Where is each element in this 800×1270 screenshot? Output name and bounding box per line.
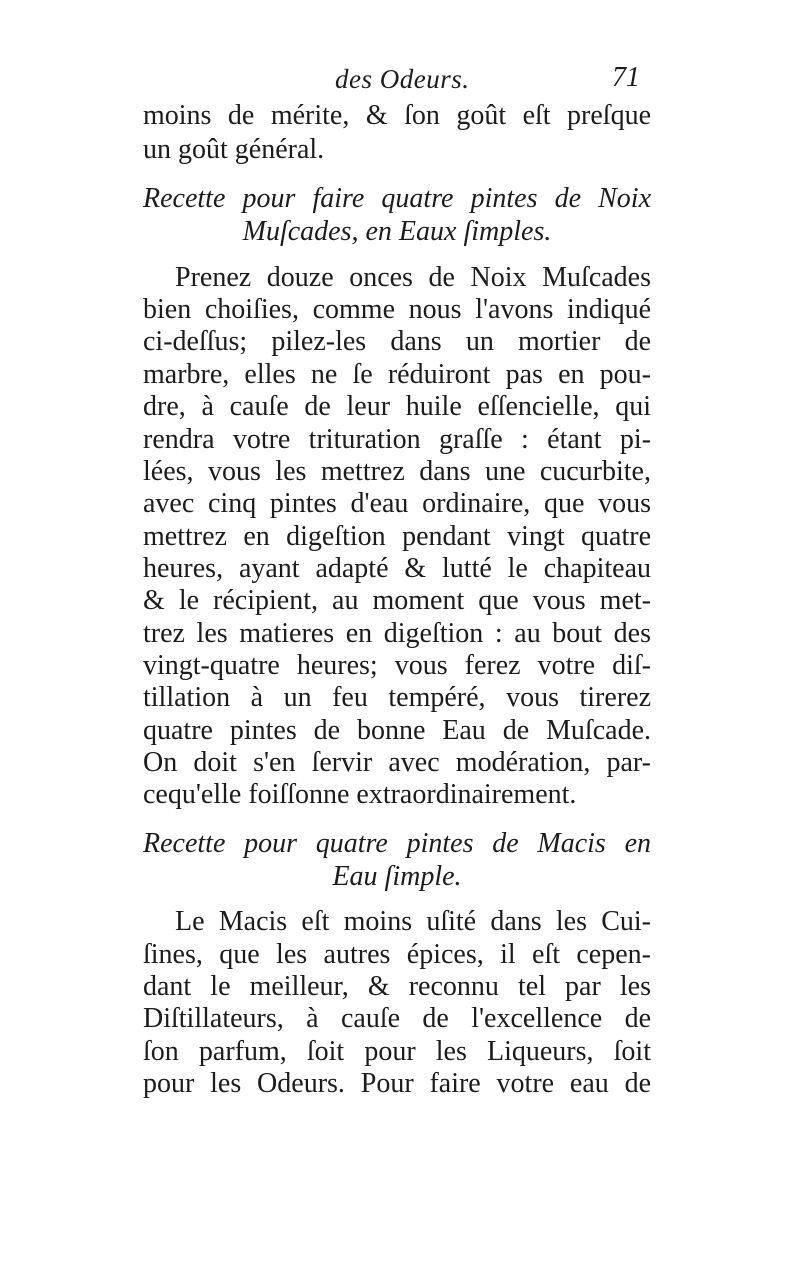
text-line: lées, vous les mettrez dans une cucurbite, — [143, 456, 651, 487]
text-line: ſines, que les autres épices, il eſt cepen- — [143, 939, 651, 970]
text-line: pour les Odeurs. Pour faire votre eau de — [143, 1068, 651, 1099]
recipe-heading: Eau ſimple. — [332, 861, 462, 892]
text-line: mettrez en digeſtion pendant vingt quatre — [143, 521, 651, 552]
text-line: dre, à cauſe de leur huile eſſencielle, qui — [143, 391, 651, 422]
text-line: Prenez douze onces de Noix Muſcades — [175, 262, 651, 293]
text-line: dant le meilleur, & reconnu tel par les — [143, 971, 651, 1002]
text-line: ſon parfum, ſoit pour les Liqueurs, ſoit — [143, 1036, 651, 1067]
text-line: heures, ayant adapté & lutté le chapiteau — [143, 553, 651, 584]
page-header — [0, 64, 800, 104]
text-line: tillation à un feu tempéré, vous tirerez — [143, 682, 651, 713]
text-line: quatre pintes de bonne Eau de Muſcade. — [143, 715, 651, 746]
running-head: des Odeurs. — [335, 64, 470, 94]
text-line: Diſtillateurs, à cauſe de l'excellence de — [143, 1003, 651, 1034]
text-line: bien choiſies, comme nous l'avons indiqué — [143, 294, 651, 325]
text-line: On doit s'en ſervir avec modération, par- — [143, 747, 651, 778]
text-line: ci-deſſus; pilez-les dans un mortier de — [143, 326, 651, 357]
text-line: moins de mérite, & ſon goût eſt preſque — [143, 100, 651, 131]
text-line: marbre, elles ne ſe réduiront pas en pou- — [143, 359, 651, 390]
text-line: trez les matieres en digeſtion : au bout des — [143, 618, 651, 649]
page-number: 71 — [612, 62, 640, 93]
text-line: cequ'elle foiſſonne extraordinairement. — [143, 779, 577, 810]
text-line: rendra votre trituration graſſe : étant pi- — [143, 424, 651, 455]
recipe-heading: Muſcades, en Eaux ſimples. — [242, 216, 552, 247]
recipe-heading: Recette pour quatre pintes de Macis en — [143, 828, 651, 859]
text-line: vingt-quatre heures; vous ferez votre diſ- — [143, 650, 651, 681]
recipe-heading: Recette pour faire quatre pintes de Noix — [143, 183, 651, 214]
text-line: un goût général. — [143, 134, 325, 165]
text-line: Le Macis eſt moins uſité dans les Cui- — [175, 906, 651, 937]
text-line: avec cinq pintes d'eau ordinaire, que vous — [143, 488, 651, 519]
text-line: & le récipient, au moment que vous met- — [143, 585, 651, 616]
